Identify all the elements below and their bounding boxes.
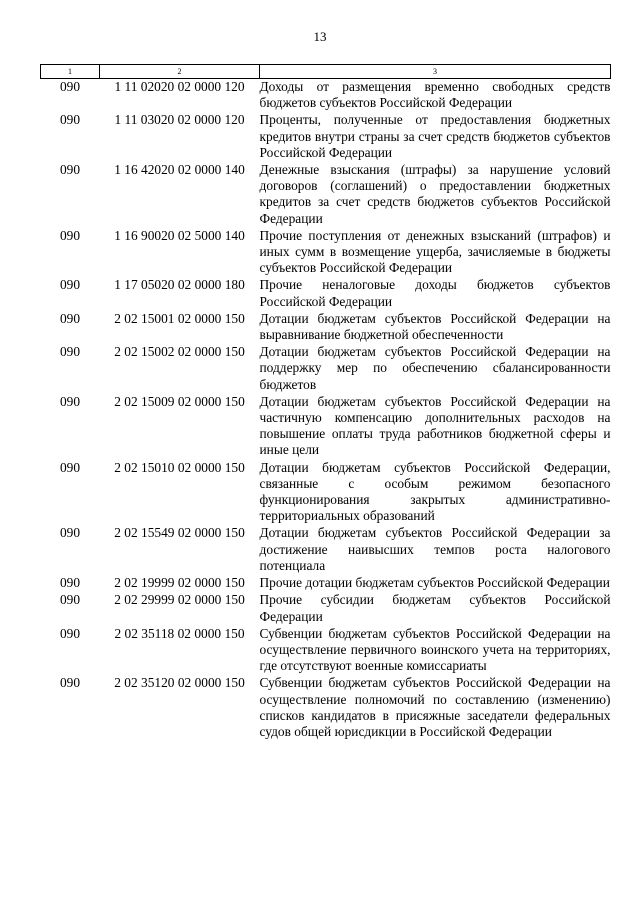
income-name: Дотации бюджетам субъектов Российской Федерации за достижение наивысших темпов роста налогового потенциала <box>259 525 611 573</box>
budget-code: 2 02 15010 02 0000 150 <box>114 459 245 475</box>
income-name: Прочие неналоговые доходы бюджетов субъектов Российской Федерации <box>259 277 611 309</box>
admin-code: 090 <box>59 393 81 409</box>
admin-code: 090 <box>59 525 81 541</box>
budget-code: 2 02 19999 02 0000 150 <box>114 575 245 591</box>
table-row <box>41 228 611 278</box>
income-name: Денежные взыскания (штрафы) за нарушение условий договоров (соглашений) о предоставлении бюджетных кредитов за счет средств бюджетов субъектов Российской Федерации <box>259 162 611 226</box>
admin-code: 090 <box>59 592 81 608</box>
budget-code: 1 17 05020 02 0000 180 <box>114 277 245 293</box>
admin-code: 090 <box>59 459 81 475</box>
table-row <box>41 162 611 228</box>
income-name: Прочие поступления от денежных взысканий (штрафов) и иных сумм в возмещение ущерба, зачисляемые в бюджеты субъектов Российской Федерации <box>259 227 611 276</box>
income-name: Прочие дотации бюджетам субъектов Российской Федерации <box>259 575 610 591</box>
budget-code: 2 02 15002 02 0000 150 <box>114 344 245 360</box>
income-name: Доходы от размещения временно свободных средств бюджетов субъектов Российской Федерации <box>259 79 611 111</box>
table-row <box>41 626 611 676</box>
admin-code: 090 <box>59 344 81 360</box>
admin-code: 090 <box>59 277 81 293</box>
budget-code: 1 16 90020 02 5000 140 <box>114 227 245 243</box>
table-row <box>41 277 611 310</box>
budget-code: 1 16 42020 02 0000 140 <box>114 162 245 178</box>
admin-code: 090 <box>59 162 81 178</box>
admin-code: 090 <box>59 310 81 326</box>
table-row <box>41 675 611 741</box>
table-row <box>41 460 611 526</box>
table-row <box>41 525 611 575</box>
income-name: Дотации бюджетам субъектов Российской Федерации на частичную компенсацию дополнительных расходов на повышение оплаты труда работников бюджетной сферы и иные цели <box>259 393 611 458</box>
income-name: Дотации бюджетам субъектов Российской Федерации, связанные с особым режимом безопасного функционирования закрытых административно-территориальных образований <box>259 459 611 524</box>
page-number: 13 <box>313 29 327 44</box>
table-row <box>41 575 611 592</box>
admin-code: 090 <box>59 625 81 641</box>
budget-code: 1 11 03020 02 0000 120 <box>114 112 245 128</box>
income-name: Проценты, полученные от предоставления бюджетных кредитов внутри страны за счет средств бюджетов субъектов Российской Федерации <box>259 112 611 160</box>
table-row <box>41 311 611 344</box>
column-header-2: 2 <box>100 65 260 79</box>
admin-code: 090 <box>59 675 81 691</box>
table-row <box>41 394 611 460</box>
admin-code: 090 <box>59 575 81 591</box>
revenue-codes-table <box>40 64 611 741</box>
income-name: Дотации бюджетам субъектов Российской Федерации на выравнивание бюджетной обеспеченности <box>259 310 611 343</box>
budget-code: 2 02 29999 02 0000 150 <box>114 592 245 608</box>
income-name: Дотации бюджетам субъектов Российской Федерации на поддержку мер по обеспечению сбалансированности бюджетов <box>259 344 611 392</box>
budget-code: 2 02 35118 02 0000 150 <box>114 625 245 641</box>
column-header-3: 3 <box>260 65 611 79</box>
budget-code: 2 02 15001 02 0000 150 <box>114 310 245 326</box>
table-row <box>41 79 611 113</box>
income-name: Субвенции бюджетам субъектов Российской Федерации на осуществление первичного воинского учета на территориях, где отсутствуют военные комиссариаты <box>259 625 611 674</box>
table-row <box>41 592 611 625</box>
budget-code: 2 02 15549 02 0000 150 <box>114 525 245 541</box>
admin-code: 090 <box>59 227 81 243</box>
table-row <box>41 112 611 162</box>
admin-code: 090 <box>59 112 81 128</box>
budget-code: 2 02 15009 02 0000 150 <box>114 393 245 409</box>
income-name: Прочие субсидии бюджетам субъектов Российской Федерации <box>259 592 611 624</box>
table-row <box>41 344 611 394</box>
admin-code: 090 <box>59 79 81 94</box>
budget-code: 2 02 35120 02 0000 150 <box>114 675 245 691</box>
table-header-row <box>41 65 611 79</box>
budget-code: 1 11 02020 02 0000 120 <box>114 79 245 94</box>
column-header-1: 1 <box>41 65 100 79</box>
income-name: Субвенции бюджетам субъектов Российской Федерации на осуществление полномочий по составлению (изменению) списков кандидатов в присяжные заседатели федеральных судов общей юрисдикции в Российской Федерации <box>259 675 611 739</box>
